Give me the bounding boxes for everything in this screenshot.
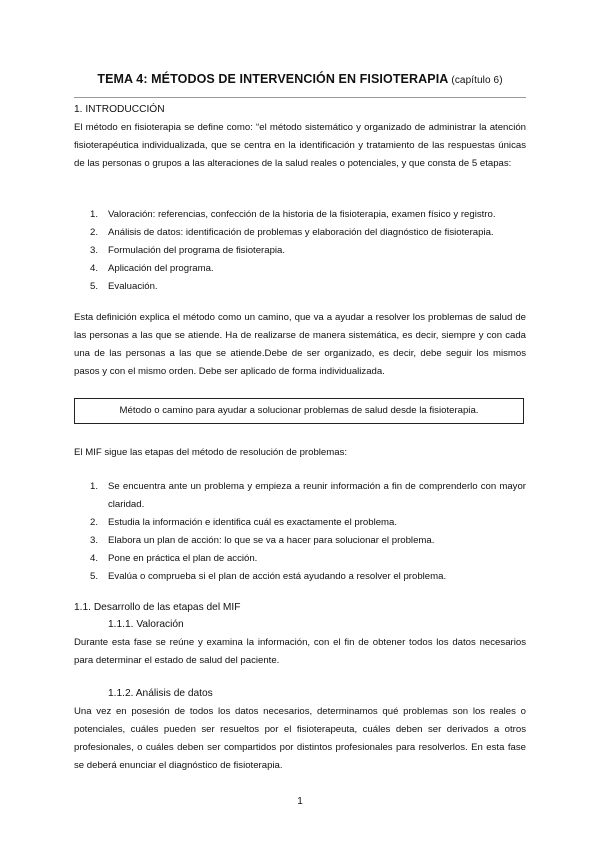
document-title xyxy=(0,72,600,86)
subsection-heading-valoracion: 1.1.1. Valoración xyxy=(108,619,184,630)
section-heading-desarrollo: 1.1. Desarrollo de las etapas del MIF xyxy=(74,602,241,613)
list-item: 2. Análisis de datos: identificación de problemas y elaboración del diagnóstico de fisioterapia. xyxy=(90,227,494,238)
list-item: 5. Evaluación. xyxy=(90,281,158,292)
valoracion-paragraph: Durante esta fase se reúne y examina la información, con el fin de obtener todos los datos necesarios para determinar el estado de salud del paciente. xyxy=(74,637,526,666)
list-item: 4. Aplicación del programa. xyxy=(90,263,214,274)
list-item: 2. Estudia la información e identifica cuál es exactamente el problema. xyxy=(90,517,398,528)
list-item: 5. Evalúa o comprueba si el plan de acción está ayudando a resolver el problema. xyxy=(90,571,447,582)
mif-intro-paragraph: El MIF sigue las etapas del método de resolución de problemas: xyxy=(74,447,348,458)
definition-box-text: Método o camino para ayudar a solucionar problemas de salud desde la fisioterapia. xyxy=(119,405,479,416)
page-number: 1 xyxy=(297,796,303,807)
title-main: TEMA 4: MÉTODOS DE INTERVENCIÓN EN FISIOTERAPIA xyxy=(97,72,449,86)
definition-box xyxy=(74,398,524,424)
list-item: 3. Formulación del programa de fisioterapia. xyxy=(90,245,286,256)
list-item: 3. Elabora un plan de acción: lo que se va a hacer para solucionar el problema. xyxy=(90,535,435,546)
stages-list xyxy=(74,206,526,296)
subsection-heading-analisis: 1.1.2. Análisis de datos xyxy=(108,688,213,699)
list-item: 1. Valoración: referencias, confección de la historia de la fisioterapia, examen físico y registro. xyxy=(90,209,496,220)
list-item: 1. Se encuentra ante un problema y empieza a reunir información a fin de comprenderlo con mayor claridad. xyxy=(90,481,526,510)
explanation-paragraph: Esta definición explica el método como un camino, que va a ayudar a resolver los problemas de salud de las personas a las que se atiende. Ha de realizarse de manera sistemática, es decir, siempre y con cada una de las personas a las que se atiende.Debe de ser organizado, es decir, debe seguir los mismos pasos y con el mismo orden. Debe ser aplicado de forma individualizada. xyxy=(74,312,526,377)
title-chapter: (capítulo 6) xyxy=(451,75,503,86)
title-divider xyxy=(74,97,526,98)
mif-steps-list xyxy=(74,478,526,586)
intro-paragraph: El método en fisioterapia se define como: “el método sistemático y organizado de administrar la atención fisioterapéutica individualizada, que se centra en la identificación y tratamiento de las respuestas únicas de las personas o grupos a las alteraciones de la salud reales o potenciales, y que consta de 5 etapas: xyxy=(74,122,526,169)
list-item: 4. Pone en práctica el plan de acción. xyxy=(90,553,258,564)
section-heading-introduccion: 1. INTRODUCCIÓN xyxy=(74,104,165,115)
analisis-paragraph: Una vez en posesión de todos los datos necesarios, determinamos qué problemas son los reales o potenciales, cuáles pueden ser resueltos por el fisioterapeuta, cuáles deben ser derivados a otros profesionales, o cuáles deben ser compartidos por distintos profesionales para resolverlos. En esta fase se deberá enunciar el diagnóstico de fisioterapia. xyxy=(74,706,526,771)
